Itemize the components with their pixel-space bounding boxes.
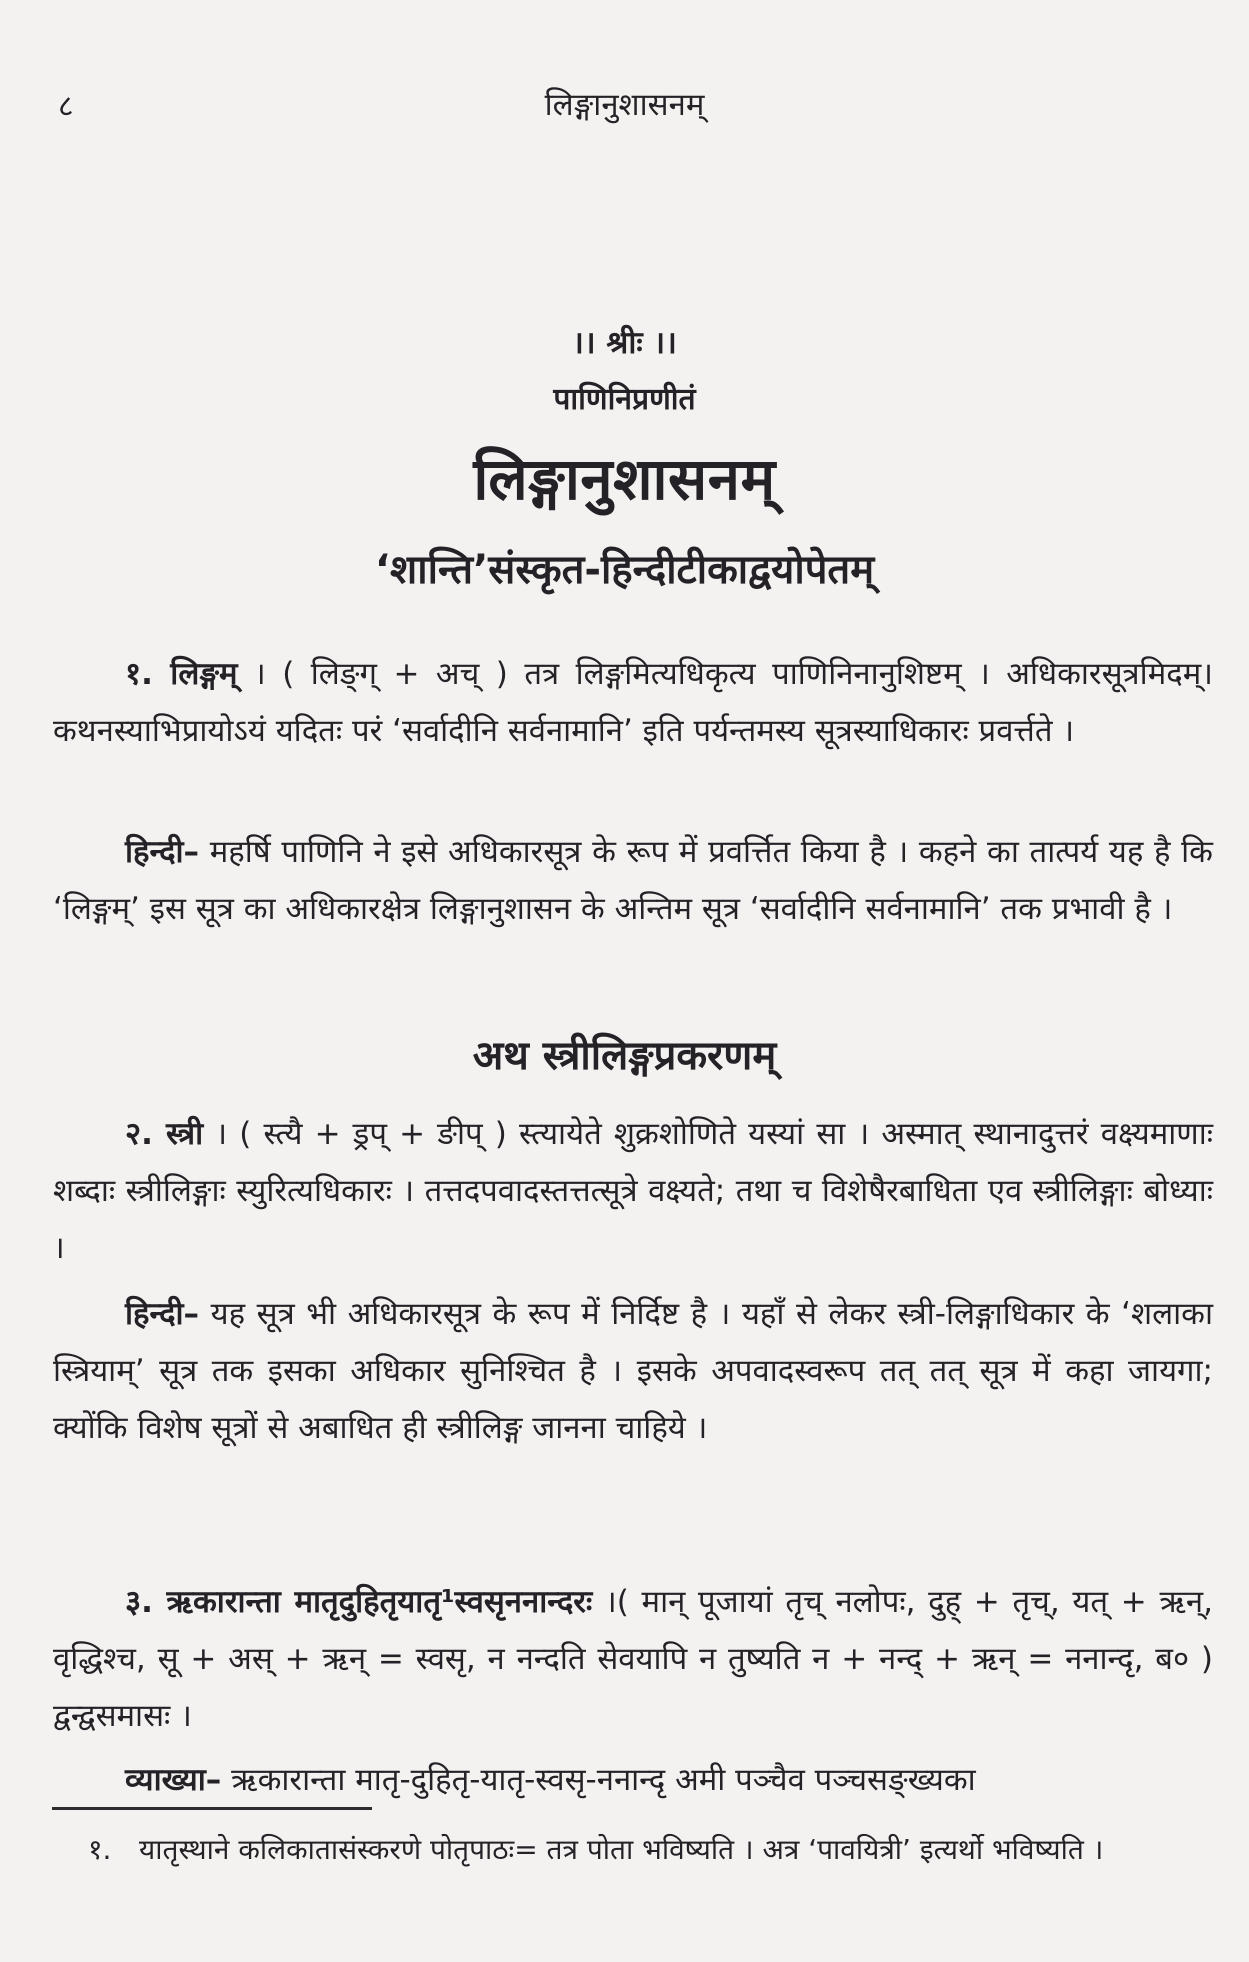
sutra-3-text: ।( मान् पूजायां तृच् नलोपः, दुह् + तृच्, यत् + ऋन्, वृद्धिश्च, सू + अस् + ऋन् = स्वसृ, न नन्दति सेवयापि न तुष्यति न + नन्द् + ऋन् = ननान्दृ, ब० ) द्वन्द्वसमासः । (53, 1584, 1213, 1734)
footnote (88, 1824, 1249, 1875)
sutra-1-text: । ( लिङ्ग् + अच् ) तत्र लिङ्गमित्यधिकृत्य पाणिनिनानुशिष्टम् । अधिकारसूत्रमिदम्। कथनस्याभिप्रायोऽयं यदितः परं ‘सर्वादीनि सर्वनामानि’ इति पर्यन्तमस्य सूत्रस्याधिकारः प्रवर्त्तते । (53, 656, 1213, 749)
page-number: ८ (58, 89, 74, 124)
sutra-2-text: । ( स्त्यै + ड्रप् + ङीप् ) स्त्यायेते शुक्रशोणिते यस्यां सा । अस्मात् स्थानादुत्तरं वक्ष्यमाणाः शब्दाः स्त्रीलिङ्गाः स्युरित्यधिकारः । तत्तदपवादस्तत्तत्सूत्रे वक्ष्यते; तथा च विशेषैरबाधिता एव स्त्रीलिङ्गाः बोध्याः । (53, 1116, 1214, 1266)
sutra-2-sanskrit (53, 1106, 1213, 1277)
sutra-2-hindi-text: यह सूत्र भी अधिकारसूत्र के रूप में निर्दिष्ट है । यहाँ से लेकर स्त्री-लिङ्गाधिकार के ‘शलाका स्त्रियाम्’ सूत्र तक इसका अधिकार सुनिश्चित है । इसके अपवादस्वरूप तत् तत् सूत्र में कहा जायगा; क्योंकि विशेष सूत्रों से अबाधित ही स्त्रीलिङ्ग जानना चाहिये । (53, 1296, 1213, 1446)
sutra-3-label: ३. ऋकारान्ता मातृदुहितृयातृ¹स्वसृननान्दरः (125, 1584, 593, 1620)
sutra-2-hindi (53, 1286, 1213, 1457)
subtitle: ‘शान्ति’संस्कृत-हिन्दीटीकाद्वयोपेतम् (374, 547, 875, 593)
sutra-1-hindi (53, 824, 1213, 938)
footnote-marker: १. (88, 1833, 112, 1866)
sutra-3-vyakhya-text: ऋकारान्ता मातृ-दुहितृ-यातृ-स्वसृ-ननान्दृ अमी पञ्चैव पञ्चसङ्ख्यका (231, 1762, 976, 1798)
sutra-1-hindi-label: हिन्दी– (125, 834, 200, 870)
attribution: पाणिनिप्रणीतं (553, 382, 696, 417)
footnote-divider (52, 1807, 372, 1810)
sutra-2-hindi-label: हिन्दी– (125, 1296, 200, 1332)
footnote-text: यातृस्थाने कलिकातासंस्करणे पोतृपाठः= तत्र पोता भविष्यति । अत्र ‘पावयित्री’ इत्यर्थो भविष्यति । (139, 1833, 1104, 1866)
sutra-3-vyakhya-label: व्याख्या– (125, 1762, 222, 1798)
sutra-3-sanskrit (53, 1574, 1213, 1745)
sutra-2-label: २. स्त्री (125, 1116, 204, 1152)
sutra-3-vyakhya (53, 1752, 1213, 1809)
invocation: ।। श्रीः ।। (572, 325, 677, 361)
sutra-1-hindi-text: महर्षि पाणिनि ने इसे अधिकारसूत्र के रूप में प्रवर्त्तित किया है । कहने का तात्पर्य यह है कि ‘लिङ्गम्’ इस सूत्र का अधिकारक्षेत्र लिङ्गानुशासन के अन्तिम सूत्र ‘सर्वादीनि सर्वनामानि’ तक प्रभावी है । (53, 834, 1213, 927)
sutra-1-label: १. लिङ्गम् (125, 656, 238, 692)
section-title: अथ स्त्रीलिङ्गप्रकरणम् (472, 1033, 777, 1079)
running-head: लिङ्गानुशासनम् (544, 87, 705, 123)
sutra-1-sanskrit (53, 646, 1213, 760)
main-title: लिङ्गानुशासनम् (473, 445, 776, 513)
